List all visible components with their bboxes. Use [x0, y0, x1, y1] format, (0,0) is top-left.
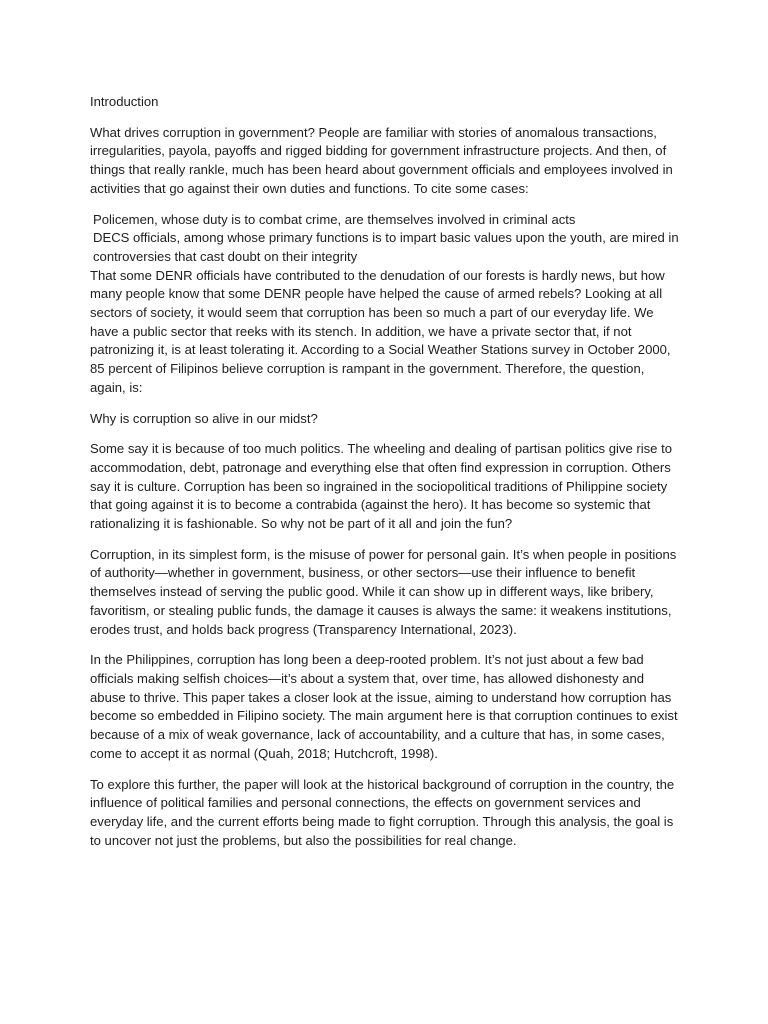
case-item-policemen: Policemen, whose duty is to combat crime, are themselves involved in criminal acts: [93, 211, 576, 227]
case-item-decs: DECS officials, among whose primary functions is to impart basic values upon the youth, are mired in controversies that cast doubt on their integrity: [93, 230, 679, 264]
explore-paragraph: To explore this further, the paper will look at the historical background of corruption in the country, the influence of political families and personal connections, the effects on government services and everyday life, and the current efforts being made to fight corruption. Through this analysis, the goal is to uncover not just the problems, but also the possibilities for real change.: [90, 776, 675, 848]
denr-paragraph: That some DENR officials have contributed to the denudation of our forests is hardly news, but how many people know that some DENR people have helped the cause of armed rebels? Looking at all sectors of society, it would seem that corruption has been so much a part of our everyday life. We have a public sector that reeks with its stench. In addition, we have a private sector that, if not patronizing it, is at least tolerating it. According to a Social Weather Stations survey in October 2000, 85 percent of Filipinos believe corruption is rampant in the government. Therefore, the question, again, is:: [90, 267, 671, 395]
cases-list: [90, 211, 680, 267]
section-heading: Introduction: [90, 94, 159, 109]
politics-paragraph: Some say it is because of too much politics. The wheeling and dealing of partisan politics give rise to accommodation, debt, patronage and everything else that often find expression in corruption. Others say it is culture. Corruption has been so ingrained in the sociopolitical traditions of Philippine society that going against it is to become a contrabida (against the hero). It has become so systemic that rationalizing it is fashionable. So why not be part of it all and join the fun?: [90, 441, 673, 532]
intro-paragraph: What drives corruption in government? People are familiar with stories of anomalous transactions, irregularities, payola, payoffs and rigged bidding for government infrastructure projects. And then, of things that really rankle, much has been heard about government officials and employees involved in activities that go against their own duties and functions. To cite some cases:: [90, 124, 673, 196]
document-page: [90, 93, 680, 862]
question-paragraph: Why is corruption so alive in our midst?: [90, 410, 318, 426]
definition-paragraph: Corruption, in its simplest form, is the misuse of power for personal gain. It’s when people in positions of authority—whether in government, business, or other sectors—use their influence to benefit themselves instead of serving the public good. While it can show up in different ways, like bribery, favoritism, or stealing public funds, the damage it causes is always the same: it weakens institutions, erodes trust, and holds back progress (Transparency International, 2023).: [90, 546, 677, 637]
philippines-paragraph: In the Philippines, corruption has long been a deep-rooted problem. It’s not just about a few bad officials making selfish choices—it’s about a system that, over time, has allowed dishonesty and abuse to thrive. This paper takes a closer look at the issue, aiming to understand how corruption has become so embedded in Filipino society. The main argument here is that corruption continues to exist because of a mix of weak governance, lack of accountability, and a culture that has, in some cases, come to accept it as normal (Quah, 2018; Hutchcroft, 1998).: [90, 652, 678, 761]
